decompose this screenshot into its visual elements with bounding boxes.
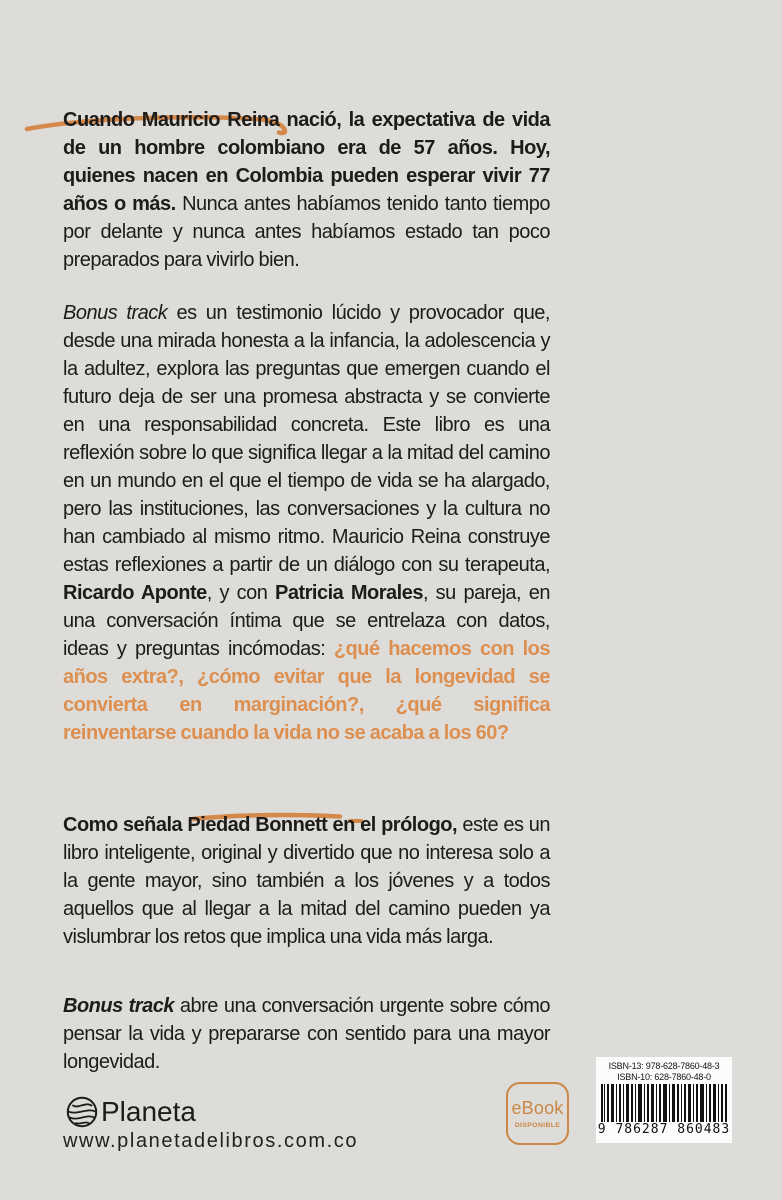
therapist-name: Ricardo Aponte bbox=[63, 582, 207, 604]
ebook-available-badge bbox=[506, 1082, 569, 1145]
ebook-badge-subtitle: DISPONIBLE bbox=[514, 1122, 561, 1129]
book-title-italic: Bonus track bbox=[63, 302, 168, 324]
partner-name: Patricia Morales bbox=[274, 582, 423, 604]
synopsis-paragraph-1 bbox=[63, 106, 550, 274]
publisher-name: Planeta bbox=[101, 1096, 196, 1127]
publisher-website-url: www.planetadelibros.com.co bbox=[63, 1130, 359, 1152]
p1-regular-text: Nunca antes habíamos tenido tanto tiempo por delante y nunca antes habíamos estado tan poco preparados para vivirlo bien. bbox=[63, 193, 550, 271]
p4-regular-text: abre una conversación urgente sobre cómo pensar la vida y prepararse con sentido para una mayor longevidad. bbox=[63, 995, 550, 1073]
barcode-number: 9 786287 860483 bbox=[597, 1122, 731, 1137]
isbn13-text: ISBN-13: 978-628-7860-48-3 bbox=[608, 1061, 720, 1071]
barcode-panel bbox=[596, 1057, 732, 1143]
p1-bold-text: Cuando Mauricio Reina nació, la expectativa de vida de un hombre colombiano era de 57 años. Hoy, quienes nacen en Colombia pueden esperar vivir 77 años o más. bbox=[63, 109, 550, 215]
synopsis-paragraph-3 bbox=[63, 811, 550, 951]
synopsis-paragraph-4 bbox=[63, 992, 550, 1076]
p3-regular-text: este es un libro inteligente, original y divertido que no interesa solo a la gente mayor, sino también a los jóvenes y a todos aquellos que al llegar a la mitad del camino pueden ya vislumbrar los retos que implica una vida más larga. bbox=[63, 814, 550, 948]
publisher-block bbox=[66, 1096, 196, 1128]
planeta-globe-icon bbox=[66, 1096, 98, 1128]
p2-text-3: , su pareja, en una conversación íntima que se entrelaza con datos, ideas y preguntas incómodas: bbox=[63, 582, 550, 660]
barcode-bars bbox=[601, 1084, 727, 1122]
p2-text-2: , y con bbox=[206, 582, 275, 604]
ebook-badge-title: eBook bbox=[511, 1098, 564, 1118]
isbn10-text: ISBN-10: 628-7860-48-0 bbox=[617, 1071, 711, 1082]
p2-text-1: es un testimonio lúcido y provocador que, desde una mirada honesta a la infancia, la adolescencia y la adultez, explora las preguntas que emergen cuando el futuro deja de ser una promesa abstracta y se convierte en una responsabilidad concreta. Este libro es una reflexión sobre lo que significa llegar a la mitad del camino en un mundo en el que el tiempo de vida se ha alargado, pero las instituciones, las conversaciones y la cultura no han cambiado al mismo ritmo. Mauricio Reina construye estas reflexiones a partir de un diálogo con su terapeuta, bbox=[63, 302, 550, 576]
highlighted-questions: ¿qué hacemos con los años extra?, ¿cómo evitar que la longevidad se convierta en marginación?, ¿qué significa reinventarse cuando la vida no se acaba a los 60? bbox=[63, 638, 550, 744]
book-title-bold-italic: Bonus track bbox=[63, 995, 174, 1017]
synopsis-paragraph-2 bbox=[63, 299, 550, 747]
p3-bold-text: Como señala Piedad Bonnett en el prólogo, bbox=[63, 814, 458, 836]
